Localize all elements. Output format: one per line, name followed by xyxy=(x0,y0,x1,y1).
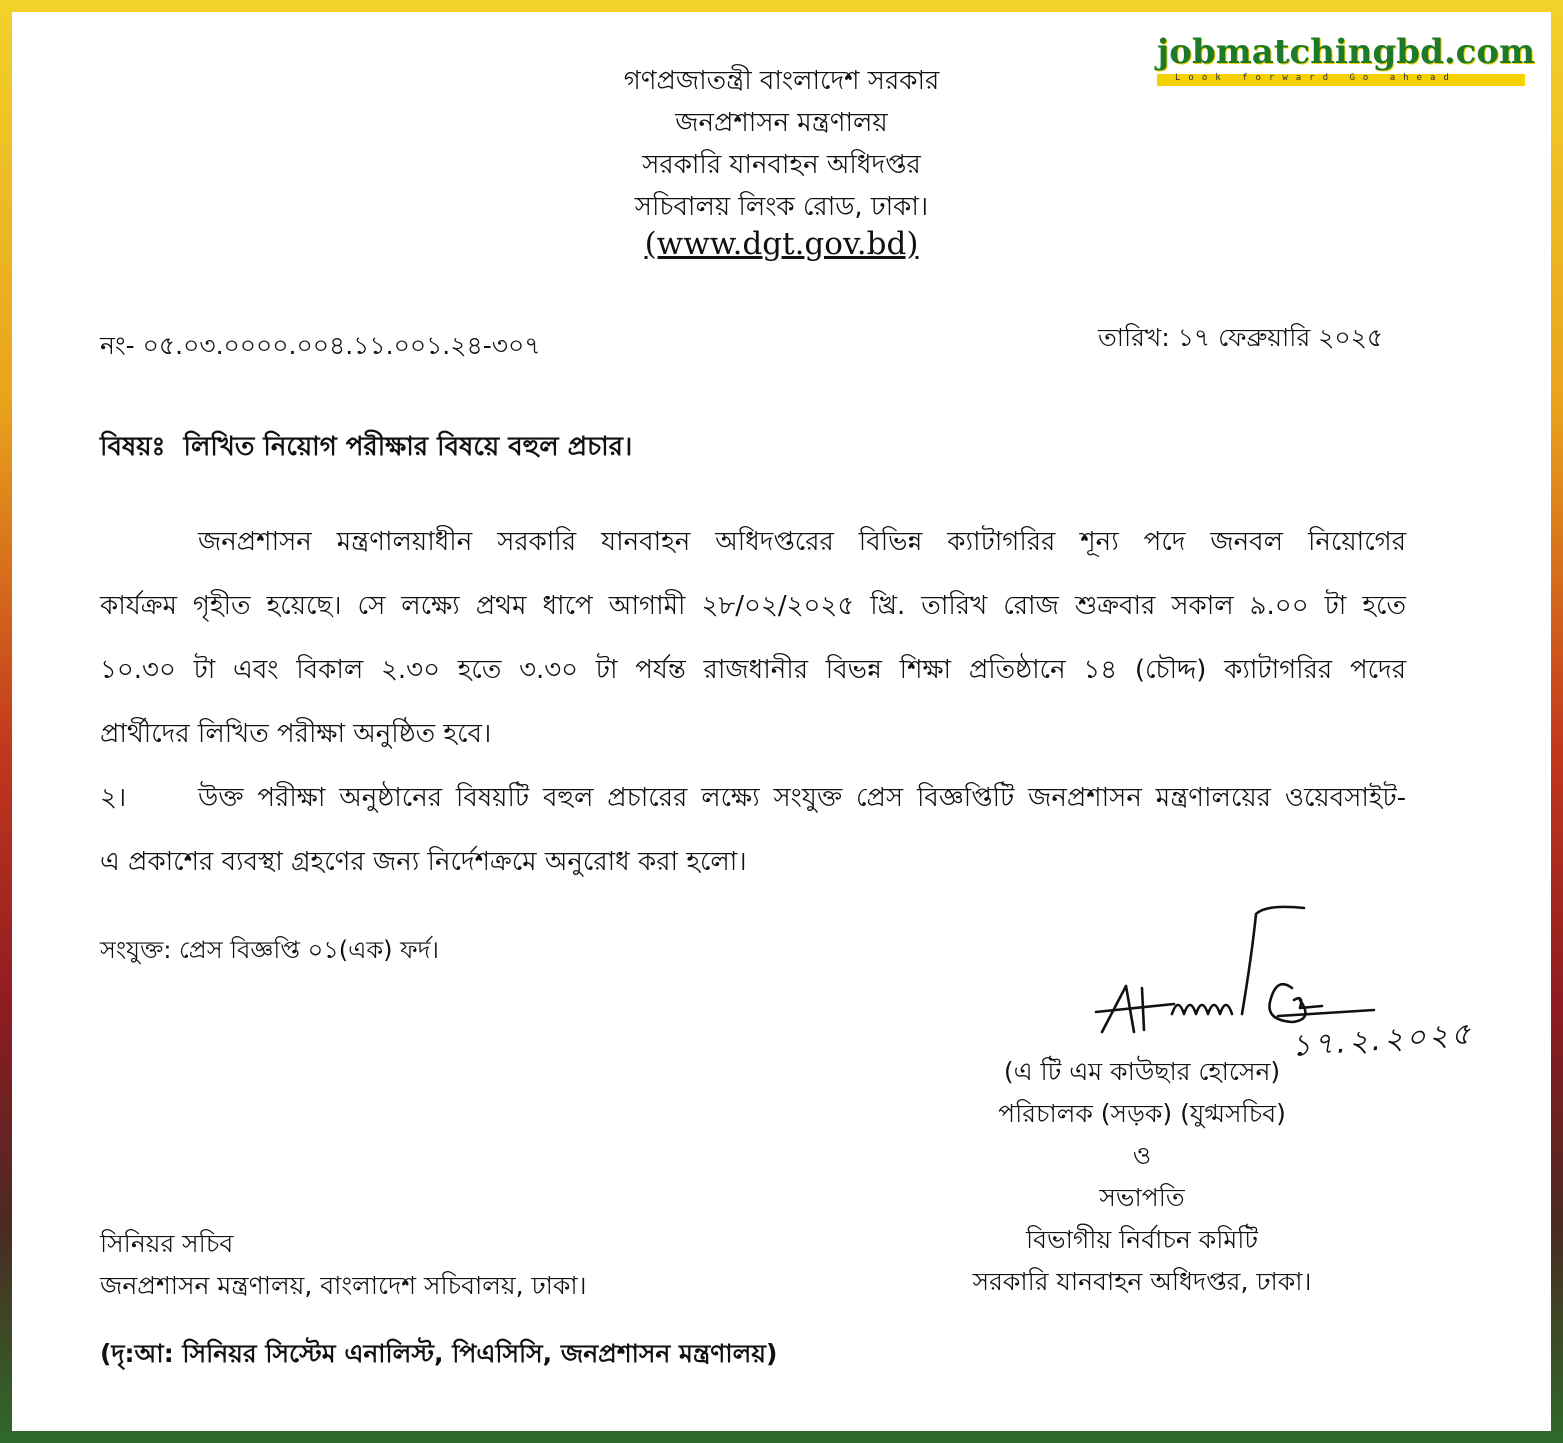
handwritten-signature xyxy=(1082,896,1542,1066)
header-department: সরকারি যানবাহন অধিদপ্তর xyxy=(642,150,921,180)
signatory-conjunction: ও xyxy=(1132,1141,1152,1170)
body-p1-line2: কার্যক্রম গৃহীত হয়েছে। সে লক্ষ্যে প্রথম ধাপে আগামী ২৮/০২/২০২৫ খ্রি. তারিখ রোজ শুক্রবার সকাল ৯.০০ টা হতে xyxy=(100,591,1406,621)
header-address: সচিবালয় লিংক রোড, ঢাকা। xyxy=(634,192,929,222)
subject-line xyxy=(100,426,632,470)
signatory-name: (এ টি এম কাউছার হোসেন) xyxy=(1003,1057,1281,1086)
body-p1-line3: ১০.৩০ টা এবং বিকাল ২.৩০ হতে ৩.৩০ টা পর্যন্ত রাজধানীর বিভন্ন শিক্ষা প্রতিষ্ঠানে ১৪ (চৌদ্দ) ক্যাটাগরির পদের xyxy=(100,655,1406,685)
body-p2-line2: এ প্রকাশের ব্যবস্থা গ্রহণের জন্য নির্দেশক্রমে অনুরোধ করা হলো। xyxy=(100,847,747,877)
recipient-address: জনপ্রশাসন মন্ত্রণালয়, বাংলাদেশ সচিবালয়, ঢাকা। xyxy=(100,1271,587,1300)
body-p1-line4: প্রার্থীদের লিখিত পরীক্ষা অনুষ্ঠিত হবে। xyxy=(100,719,492,749)
memo-date: তারিখ: ১৭ ফেব্রুয়ারি ২০২৫ xyxy=(1098,323,1384,352)
header-website: (www.dgt.gov.bd) xyxy=(644,226,919,262)
signatory-designation: পরিচালক (সড়ক) (যুগ্মসচিব) xyxy=(998,1099,1286,1128)
subject-text: লিখিত নিয়োগ পরীক্ষার বিষয়ে বহুল প্রচার। xyxy=(183,432,633,462)
logo-tagline: Look forward Go ahead xyxy=(1175,73,1457,83)
attention-note: (দৃ:আ: সিনিয়র সিস্টেম এনালিস্ট, পিএসিসি, জনপ্রশাসন মন্ত্রণালয়) xyxy=(100,1339,778,1368)
signatory-office: সরকারি যানবাহন অধিদপ্তর, ঢাকা। xyxy=(972,1267,1312,1296)
header-ministry: জনপ্রশাসন মন্ত্রণালয় xyxy=(675,108,888,138)
handwritten-date: ১৭.২.২০২৫ xyxy=(1290,1016,1475,1064)
body-p2-number: ২। xyxy=(100,783,127,813)
attachment-note: সংযুক্ত: প্রেস বিজ্ঞপ্তি ০১(এক) ফর্দ। xyxy=(100,936,439,964)
subject-label: বিষয়ঃ xyxy=(100,432,166,462)
recipient-title: সিনিয়র সচিব xyxy=(100,1229,234,1258)
body-p1-line1: জনপ্রশাসন মন্ত্রণালয়াধীন সরকারি যানবাহন অধিদপ্তরের বিভিন্ন ক্যাটাগরির শূন্য পদে জনবল নিয়োগের xyxy=(198,527,1406,557)
header-government: গণপ্রজাতন্ত্রী বাংলাদেশ সরকার xyxy=(623,66,940,96)
document-page xyxy=(12,12,1551,1431)
memo-number: নং- ০৫.০৩.০০০০.০০৪.১১.০০১.২৪-৩০৭ xyxy=(100,331,541,360)
logo-text: jobmatchingbd.com xyxy=(1157,32,1536,72)
signatory-committee: বিভাগীয় নির্বাচন কমিটি xyxy=(1025,1225,1259,1254)
signatory-role: সভাপতি xyxy=(1099,1183,1185,1212)
body-p2-line1: উক্ত পরীক্ষা অনুষ্ঠানের বিষয়টি বহুল প্রচারের লক্ষ্যে সংযুক্ত প্রেস বিজ্ঞপ্তিটি জনপ্রশাসন মন্ত্রণালয়ের ওয়েবসাইট- xyxy=(198,783,1406,813)
